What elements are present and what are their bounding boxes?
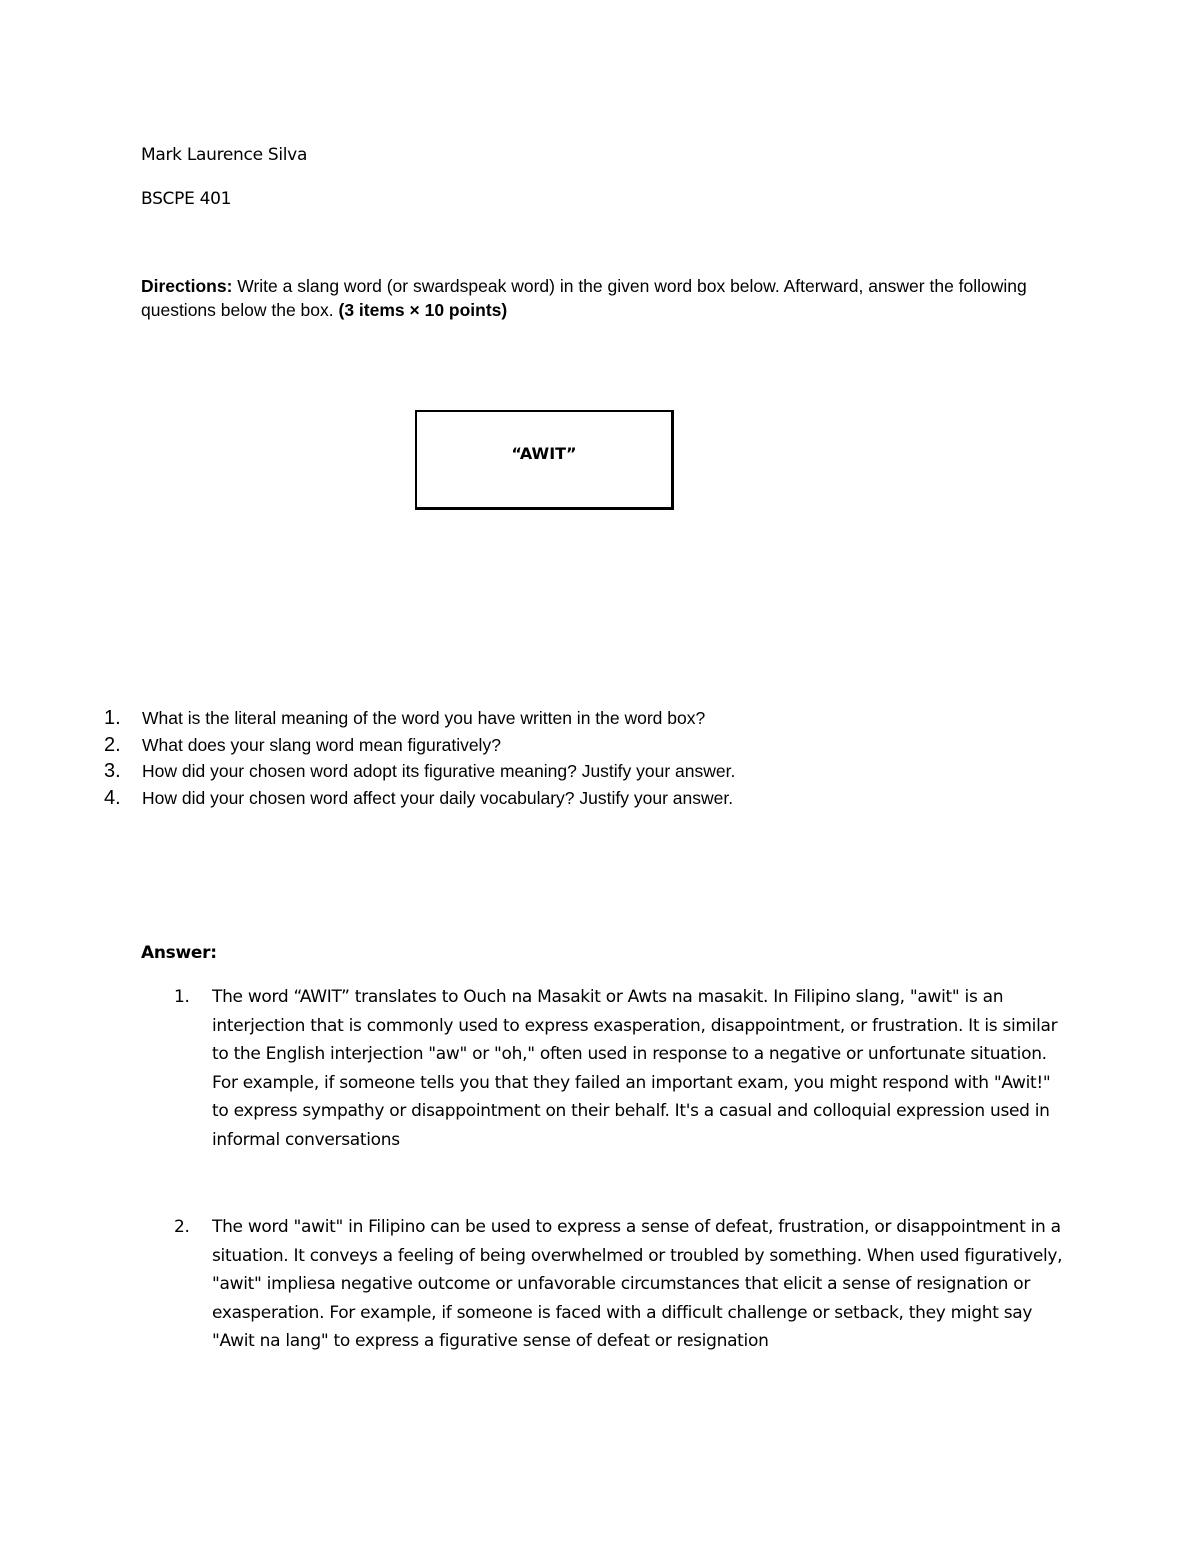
question-item [104,705,735,732]
answer-heading: Answer: [141,943,217,963]
question-text: What does your slang word mean figuratively? [142,734,501,755]
question-item [104,758,735,785]
question-number: 1. [104,707,121,729]
word-box [415,410,674,510]
directions-paragraph [141,274,1071,322]
directions-label: Directions: [141,276,233,296]
question-item [104,732,735,759]
question-text: What is the literal meaning of the word you have written in the word box? [142,708,706,728]
question-text: How did your chosen word affect your daily vocabulary? Justify your answer. [142,787,734,808]
question-text: How did your chosen word adopt its figurative meaning? Justify your answer. [142,761,736,781]
question-number: 2. [104,733,121,756]
answer-item [174,1213,1074,1356]
student-section: BSCPE 401 [141,189,232,209]
directions-text: Write a slang word (or swardspeak word) in the given word box below. Afterward, answer the following questions below the box. [141,276,1027,320]
answer-text: The word "awit" in Filipino can be used to express a sense of defeat, frustration, or disappointment in a situation. It conveys a feeling of being overwhelmed or troubled by something. When used figuratively, "awit" impliesa negative outcome or unfavorable circumstances that elicit a sense of resignation or exasperation. For example, if someone is faced with a difficult challenge or setback, they might say "Awit na lang" to express a figurative sense of defeat or resignation [212,1217,1063,1352]
question-item [104,785,735,812]
answer-number: 1. [174,987,190,1007]
question-number: 4. [104,786,121,809]
answer-number: 2. [174,1217,190,1237]
answer-text: The word “AWIT” translates to Ouch na Masakit or Awts na masakit. In Filipino slang, "awit" is an interjection that is commonly used to express exasperation, disappointment, or frustration. It is similar to the English interjection "aw" or "oh," often used in response to a negative or unfortunate situation. For example, if someone tells you that they failed an important exam, you might respond with "Awit!" to express sympathy or disappointment on their behalf. It's a casual and colloquial expression used in informal conversations [212,987,1058,1150]
directions-points: (3 items × 10 points) [338,300,508,320]
question-number: 3. [104,760,121,782]
student-name: Mark Laurence Silva [141,145,308,165]
answer-item [174,983,1074,1155]
slang-word: “AWIT” [511,444,577,463]
question-list [104,705,735,811]
